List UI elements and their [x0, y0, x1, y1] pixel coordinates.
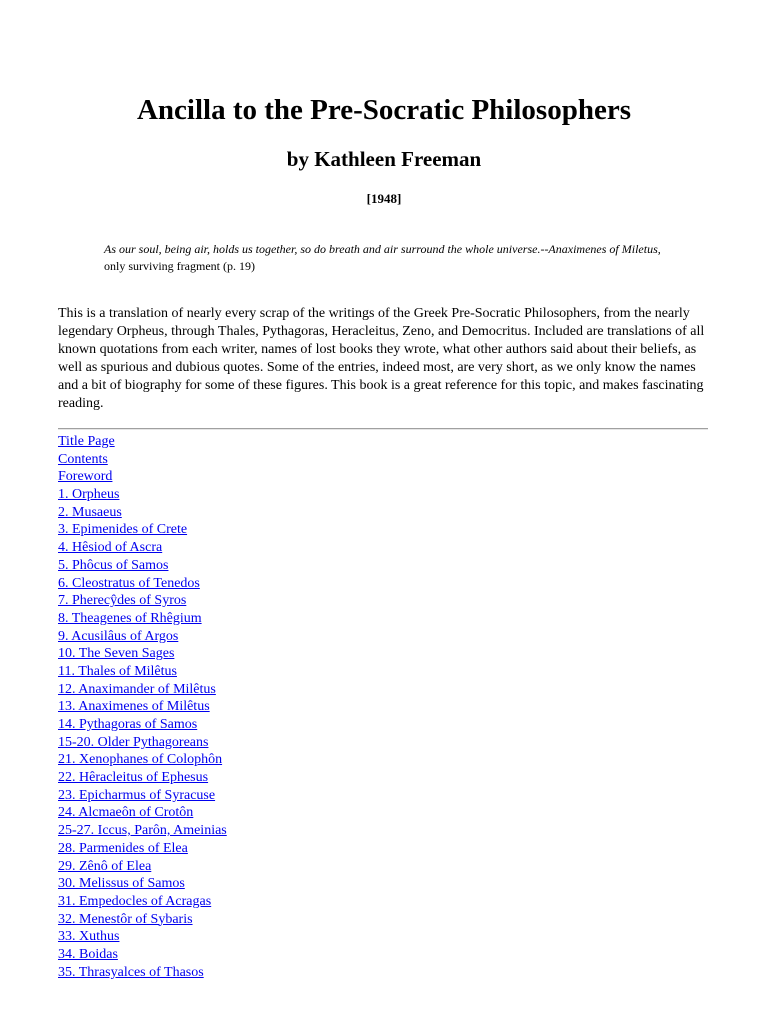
toc-link[interactable]: 31. Empedocles of Acragas	[58, 893, 212, 909]
table-of-contents	[58, 433, 227, 981]
toc-link[interactable]: 8. Theagenes of Rhêgium	[58, 610, 202, 626]
page-title: Ancilla to the Pre-Socratic Philosophers	[136, 94, 631, 126]
toc-link[interactable]: 34. Boidas	[58, 946, 118, 962]
book-description: This is a translation of nearly every scrap of the writings of the Greek Pre-Socratic Philosophers, from the nearly legendary Orpheus, through Thales, Pythagoras, Heracleitus, Zeno, and Democritus. Included are translations of all known quotations from each writer, names of lost books they wrote, what other authors said about their beliefs, as well as spurious and dubious quotes. Some of the entries, indeed most, are very short, as we only know the names and a bit of biography for some of these figures. This book is a great reference for this topic, and makes fascinating reading.	[58, 306, 705, 411]
toc-item	[58, 716, 227, 734]
toc-link[interactable]: Contents	[58, 451, 108, 467]
toc-link[interactable]: 14. Pythagoras of Samos	[58, 717, 198, 732]
toc-item	[58, 911, 227, 929]
epigraph-note: only surviving fragment (p. 19)	[104, 259, 255, 273]
toc-item	[58, 893, 227, 911]
toc-link[interactable]: 25-27. Iccus, Parôn, Ameinias	[58, 823, 227, 839]
toc-item	[58, 575, 227, 593]
toc-link[interactable]: 13. Anaximenes of Milêtus	[58, 699, 210, 715]
toc-link[interactable]: 24. Alcmaeôn of Crotôn	[58, 805, 194, 821]
toc-link[interactable]: 33. Xuthus	[58, 929, 120, 945]
toc-item	[58, 592, 227, 610]
toc-link[interactable]: Foreword	[58, 469, 113, 485]
toc-link[interactable]: 10. The Seven Sages	[58, 646, 175, 662]
toc-link[interactable]: 32. Menestôr of Sybaris	[58, 911, 193, 927]
toc-link[interactable]: 12. Anaximander of Milêtus	[58, 681, 216, 697]
toc-item	[58, 734, 227, 752]
toc-link[interactable]: 35. Thrasyalces of Thasos	[58, 964, 204, 980]
toc-item	[58, 858, 227, 876]
toc-item	[58, 557, 227, 575]
toc-item	[58, 681, 227, 699]
toc-link[interactable]: 22. Hêracleitus of Ephesus	[58, 770, 209, 786]
toc-item	[58, 964, 227, 982]
toc-item	[58, 504, 227, 522]
toc-link[interactable]: 9. Acusilâus of Argos	[58, 628, 179, 644]
toc-link[interactable]: 15-20. Older Pythagoreans	[58, 734, 209, 750]
toc-item	[58, 468, 227, 486]
toc-item	[58, 451, 227, 469]
toc-link[interactable]: 3. Epimenides of Crete	[58, 522, 188, 538]
toc-link[interactable]: 6. Cleostratus of Tenedos	[58, 575, 200, 591]
toc-link[interactable]: 30. Melissus of Samos	[58, 876, 185, 892]
toc-item	[58, 539, 227, 557]
toc-item	[58, 822, 227, 840]
toc-item	[58, 840, 227, 858]
horizontal-rule	[58, 428, 708, 430]
toc-link[interactable]: 21. Xenophanes of Colophôn	[58, 752, 223, 768]
toc-link[interactable]: 29. Zênô of Elea	[58, 858, 152, 874]
toc-link[interactable]: 5. Phôcus of Samos	[58, 557, 169, 573]
toc-link[interactable]: 11. Thales of Milêtus	[58, 663, 177, 679]
epigraph-quote: As our soul, being air, holds us together, so do breath and air surround the whole universe.--Anaximenes of Miletus,	[104, 242, 661, 256]
epigraph	[104, 241, 724, 275]
author-line: by Kathleen Freeman	[286, 147, 482, 171]
toc-item	[58, 875, 227, 893]
toc-item	[58, 433, 227, 451]
toc-item	[58, 663, 227, 681]
toc-link[interactable]: 1. Orpheus	[58, 487, 120, 503]
toc-link[interactable]: 4. Hêsiod of Ascra	[58, 540, 163, 556]
toc-item	[58, 787, 227, 805]
toc-link[interactable]: Title Page	[58, 434, 115, 449]
toc-item	[58, 645, 227, 663]
toc-link[interactable]: 7. Pherecŷdes of Syros	[58, 593, 187, 609]
toc-item	[58, 698, 227, 716]
toc-item	[58, 769, 227, 787]
toc-link[interactable]: 2. Musaeus	[58, 504, 122, 520]
publication-year: [1948]	[366, 191, 402, 206]
toc-item	[58, 521, 227, 539]
toc-item	[58, 928, 227, 946]
toc-item	[58, 751, 227, 769]
toc-item	[58, 628, 227, 646]
toc-item	[58, 946, 227, 964]
toc-link[interactable]: 23. Epicharmus of Syracuse	[58, 787, 216, 803]
toc-item	[58, 610, 227, 628]
toc-item	[58, 804, 227, 822]
toc-link[interactable]: 28. Parmenides of Elea	[58, 840, 188, 856]
toc-item	[58, 486, 227, 504]
